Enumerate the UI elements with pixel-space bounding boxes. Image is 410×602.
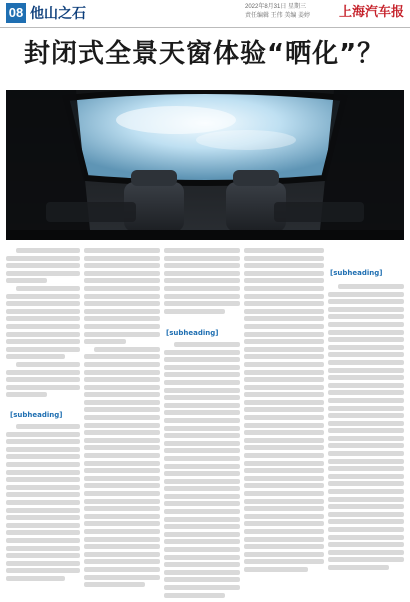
subheading-3: [subheading]	[330, 269, 383, 277]
newspaper-logo: 上海汽车报	[338, 5, 404, 20]
article-column-3	[164, 246, 240, 316]
page-header	[0, 0, 410, 28]
article-headline: 封闭式全景天窗体验“晒化”？	[24, 39, 385, 69]
page-number-badge: 08	[6, 3, 26, 23]
subheading-1: [subheading]	[10, 411, 63, 419]
article-column-5	[328, 282, 404, 573]
panoramic-sunroof-photo	[6, 90, 404, 240]
editor-credits: 责任编辑 王伟 美编 姜婷	[245, 13, 311, 19]
article-column-4	[244, 246, 324, 575]
section-title: 他山之石	[30, 5, 86, 21]
article-column-3-lower	[164, 340, 240, 600]
date-line: 2022年8月31日 星期三	[245, 4, 307, 10]
subheading-2: [subheading]	[166, 329, 219, 337]
article-column-2	[84, 246, 160, 590]
article-column-1-lower	[6, 422, 80, 583]
article-column-1	[6, 246, 80, 400]
